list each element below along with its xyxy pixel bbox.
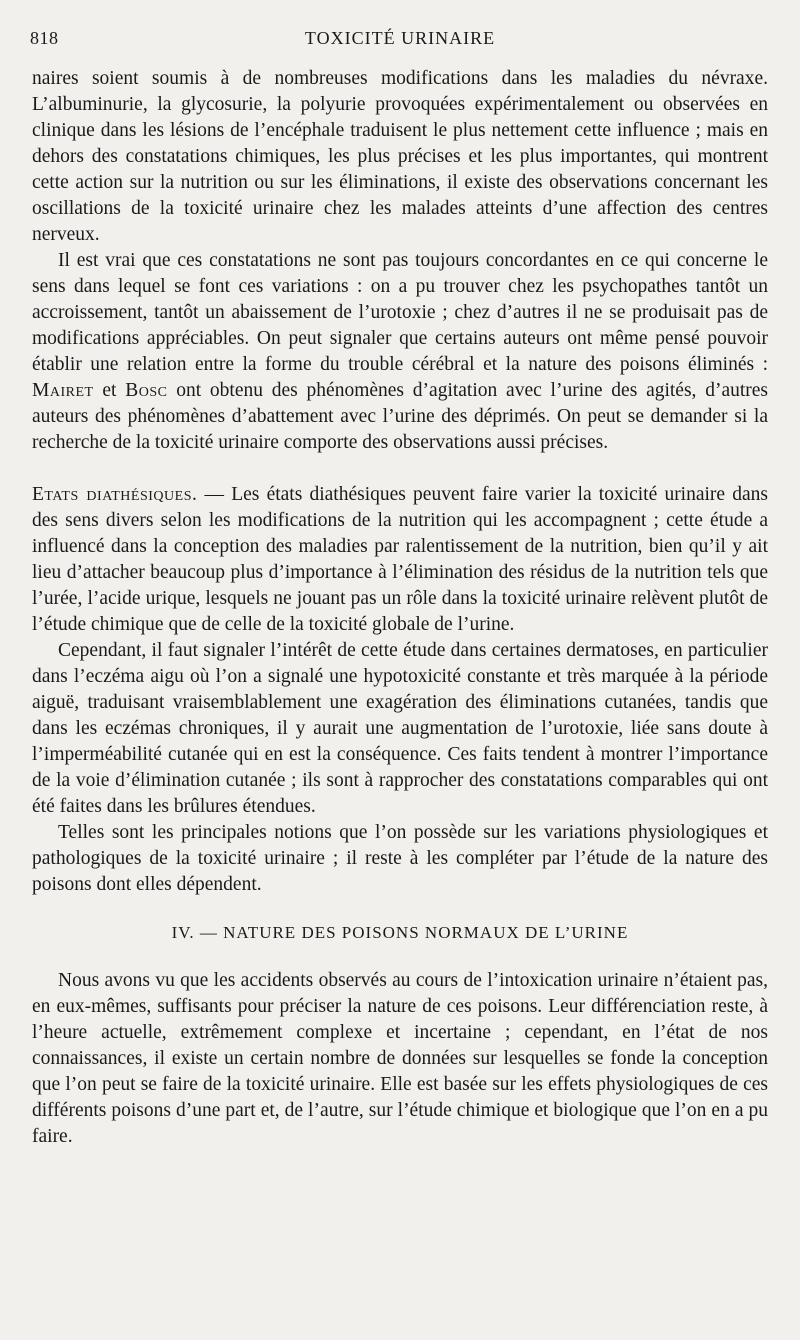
- page-header: [30, 28, 770, 52]
- paragraph-4: Cependant, il faut signaler l’intérêt de cette étude dans certaines dermatoses, en particulier dans l’eczéma aigu où l’on a signalé une hypotoxicité constante et très marquée à la période aiguë, traduisant vraisemblablement une exagération des éliminations cutanées, tandis que dans les eczémas chroniques, il y aurait une augmentation de l’urotoxie, liée sans doute à l’imperméabilité cutanée qui en est la conséquence. Ces faits tendent à montrer l’importance de la voie d’élimination cutanée ; ils sont à rapprocher des constatations comparables qui ont été faites dans les brûlures étendues.: [32, 640, 768, 817]
- page-number: 818: [30, 28, 59, 48]
- paragraph-2: [32, 248, 768, 456]
- paragraph-2-text-b: et: [93, 380, 126, 401]
- section-heading: IV. — NATURE DES POISONS NORMAUX DE L’URINE: [171, 923, 629, 942]
- paragraph-3: [32, 482, 768, 638]
- paragraph-6: Nous avons vu que les accidents observés au cours de l’intoxication urinaire n’étaient pas, en eux-mêmes, suffisants pour préciser la nature de ces poisons. Leur différenciation reste, à l’heure actuelle, extrêmement complexe et incertaine ; cependant, en l’état de nos connaissances, il existe un certain nombre de données sur lesquelles se fonde la conception que l’on peut se faire de la toxicité urinaire. Elle est basée sur les effets physiologiques de ces différents poisons d’une part et, de l’autre, sur l’étude chimique et biologique que l’on en a pu faire.: [32, 970, 768, 1147]
- body-text: [32, 66, 768, 1150]
- paragraph-2-text-a: Il est vrai que ces constatations ne sont pas toujours concordantes en ce qui concerne le sens dans lequel se font ces variations : on a pu trouver chez les psychopathes tantôt un accroissement, tantôt un abaissement de l’urotoxie ; chez d’autres il ne se produisait pas de modifications appréciables. On peut signaler que certains auteurs ont même pensé pouvoir établir une relation entre la forme du trouble cérébral et la nature des poisons éliminés :: [32, 250, 768, 375]
- author-name-bosc: Bosc: [125, 380, 168, 401]
- paragraph-2-text-c: ont obtenu des phénomènes d’agitation avec l’urine des agités, d’autres auteurs des phénomènes d’abattement avec l’urine des déprimés. On peut se demander si la recherche de la toxicité urinaire comporte des observations aussi précises.: [32, 380, 769, 453]
- running-title: TOXICITÉ URINAIRE: [304, 28, 496, 48]
- paragraph-gap: [32, 456, 768, 482]
- author-name-mairet: Mairet: [32, 380, 94, 401]
- paragraph-1: naires soient soumis à de nombreuses modifications dans les maladies du névraxe. L’albuminurie, la glycosurie, la polyurie provoquées expérimentalement ou observées en clinique dans les lésions de l’encéphale traduisent le plus nettement cette influence ; mais en dehors des constatations chimiques, les plus précises et les plus importantes, qui montrent cette action sur la nutrition ou sur les éliminations, il existe des observations concernant les oscillations de la toxicité urinaire chez les malades atteints d’une affection des centres nerveux.: [32, 68, 768, 245]
- run-in-heading: Etats diathésiques.: [32, 484, 198, 505]
- paragraph-3-text: — Les états diathésiques peuvent faire varier la toxicité urinaire dans des sens divers selon les modifications de la nutrition qui les accompagnent ; cette étude a influencé dans la conception des maladies par ralentissement de la nutrition, bien qu’il y ait lieu d’attacher beaucoup plus d’importance à l’élimination des résidus de la nutrition tels que l’urée, l’acide urique, lesquels ne jouant pas un rôle dans la toxicité urinaire relèvent plutôt de l’étude chimique que de celle de la toxicité globale de l’urine.: [32, 484, 769, 635]
- paragraph-5: Telles sont les principales notions que l’on possède sur les variations physiologiques et pathologiques de la toxicité urinaire ; il reste à les compléter par l’étude de la nature des poisons dont elles dépendent.: [32, 822, 768, 895]
